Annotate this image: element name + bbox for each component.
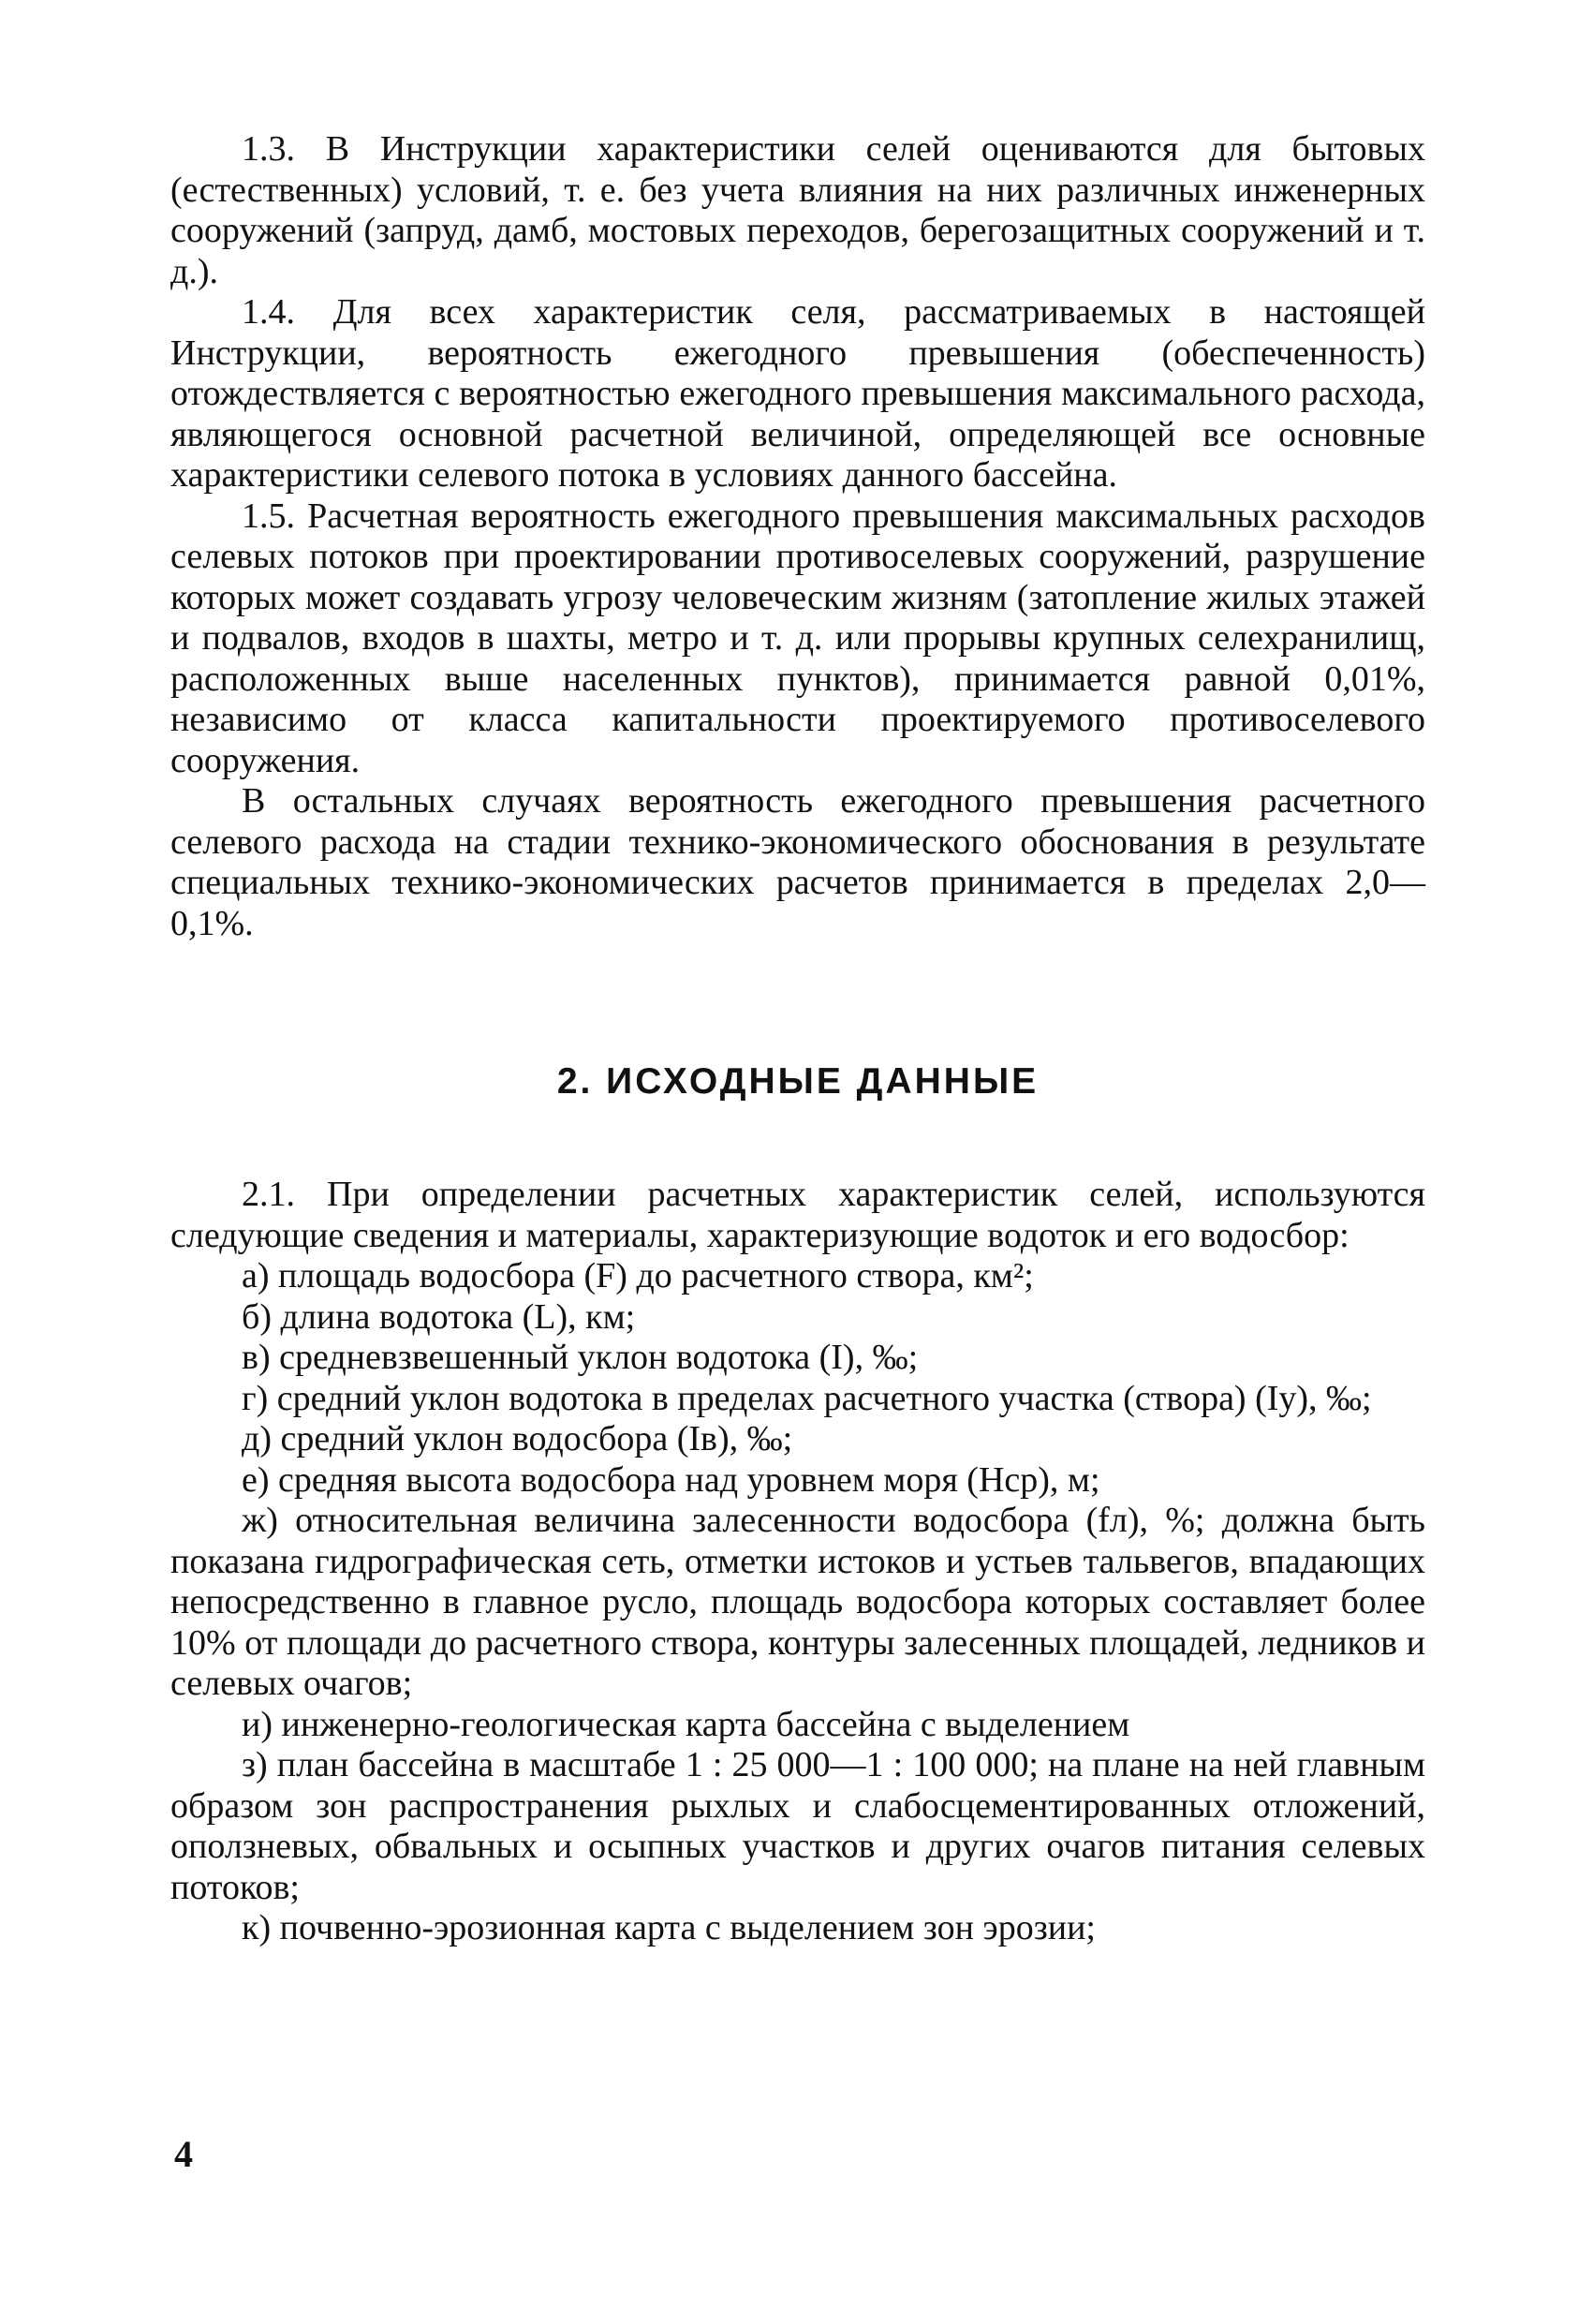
list-item-d: д) средний уклон водосбора (Iв), ‰; [242, 1419, 793, 1458]
paragraph-1-3: 1.3. В Инструкции характеристики селей оцениваются для бытовых (естественных) условий, т. е. без учета влияния на них различных инженерных сооружений (запруд, дамб, мостовых переходов, берегозащитных сооружений и т. д.). [170, 129, 1425, 291]
paragraph-1-5: 1.5. Расчетная вероятность ежегодного превышения максимальных расходов селевых потоков при проектировании противоселевых сооружений, разрушение которых может создавать угрозу человеческим жизням (затопление жилых этажей и подвалов, входов в шахты, метро и т. д. или прорывы крупных селехранилищ, расположенных выше населенных пунктов), принимается равной 0,01%, независимо от класса капитальности проектируемого противоселевого сооружения. [170, 496, 1425, 780]
list-item-b: б) длина водотока (L), км; [242, 1296, 636, 1337]
section-heading: 2. ИСХОДНЫЕ ДАННЫЕ [556, 1061, 1040, 1102]
list-item-k: к) почвенно-эрозионная карта с выделением зон эрозии; [242, 1908, 1096, 1947]
document-page [170, 129, 1425, 1949]
list-item-g: г) средний уклон водотока в пределах расчетного участка (створа) (Iу), ‰; [242, 1378, 1372, 1418]
paragraph-1-4: 1.4. Для всех характеристик селя, рассматриваемых в настоящей Инструкции, вероятность ежегодного превышения (обеспеченность) отождествляется с вероятностью ежегодного превышения максимального расхода, являющегося основной расчетной величиной, определяющей все основные характеристики селевого потока в условиях данного бассейна. [170, 292, 1425, 495]
list-item-v: в) средневзвешенный уклон водотока (I), ‰; [242, 1338, 919, 1377]
paragraph-1-5-continued: В остальных случаях вероятность ежегодного превышения расчетного селевого расхода на стадии технико-экономического обоснования в результате специальных технико-экономических расчетов принимается в пределах 2,0—0,1%. [170, 781, 1425, 943]
list-item-e: е) средняя высота водосбора над уровнем моря (Hср), м; [242, 1459, 1100, 1500]
list-item-i: и) инженерно-геологическая карта бассейна с выделением [242, 1704, 1130, 1744]
list-item-a: а) площадь водосбора (F) до расчетного створа, км²; [242, 1256, 1034, 1295]
list-item-zh: ж) относительная величина залесенности водосбора (fл), %; должна быть показана гидрографическая сеть, отметки истоков и устьев тальвегов, впадающих непосредственно в главное русло, площадь водосбора которых составляет более 10% от площади до расчетного створа, контуры залесенных площадей, ледников и селевых очагов; [170, 1501, 1425, 1703]
list-item-z: з) план бассейна в масштабе 1 : 25 000—1 : 100 000; на плане на ней главным образом зон распространения рыхлых и слабосцементированных отложений, оползневых, обвальных и осыпных участков и других очагов питания селевых потоков; [170, 1745, 1425, 1907]
page-number: 4 [174, 2133, 193, 2175]
paragraph-2-1: 2.1. При определении расчетных характеристик селей, используются следующие сведения и материалы, характеризующие водоток и его водосбор: [170, 1175, 1425, 1255]
